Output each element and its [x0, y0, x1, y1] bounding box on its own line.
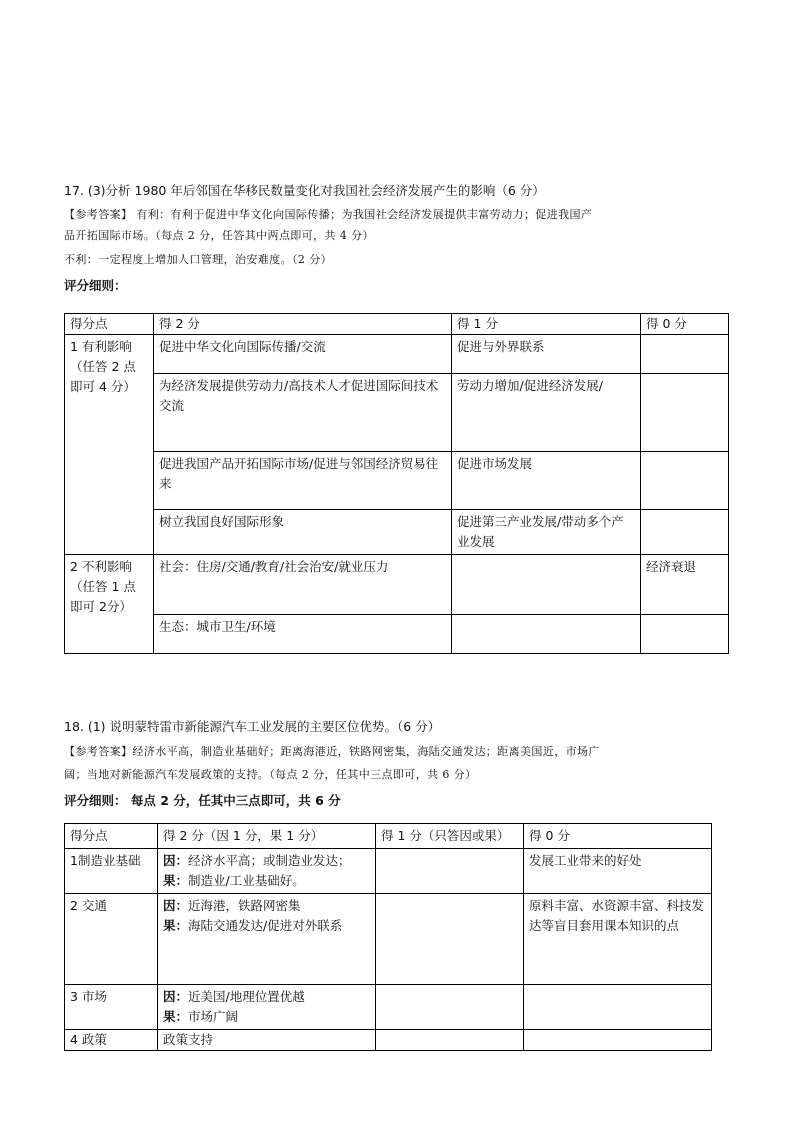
effect-line: [163, 871, 370, 891]
cause-label: 因：: [163, 989, 189, 1004]
cell-two: 促进中华文化向国际传播/交流: [154, 335, 452, 374]
table-row: [65, 985, 712, 1030]
q18-answer-line2: 阔；当地对新能源汽车发展政策的支持。（每点 2 分，任其中三点即可，共 6 分）: [64, 768, 477, 781]
cell-zero: [641, 335, 729, 374]
q17-rubric-title: 评分细则：: [64, 278, 127, 293]
cause-line: [163, 851, 370, 871]
header-cell: 得 0 分: [524, 824, 712, 849]
table-row: [65, 555, 729, 615]
cell-zero: 发展工业带来的好处: [524, 849, 712, 894]
cell-point: 2 交通: [65, 894, 158, 985]
cell-zero: [641, 615, 729, 654]
table-row: [65, 1030, 712, 1051]
header-cell: 得分点: [65, 314, 154, 335]
cell-point: 4 政策: [65, 1030, 158, 1051]
cause-text: 经济水平高；或制造业发达；: [188, 853, 351, 868]
cell-two: 树立我国良好国际形象: [154, 510, 452, 555]
cell-cause-effect: [158, 849, 376, 894]
cause-line: [163, 896, 370, 916]
table-row: [65, 894, 712, 985]
cell-cause-effect: [158, 1030, 376, 1051]
header-cell: 得 2 分（因 1 分，果 1 分）: [158, 824, 376, 849]
group2-label: 2 不利影响（任答 1 点即可 2分）: [65, 555, 154, 654]
cell-zero: [641, 452, 729, 510]
table-header-row: [65, 824, 712, 849]
effect-label: 果：: [163, 1009, 189, 1024]
q18-answer-line1: 经济水平高，制造业基础好；距离海港近，铁路网密集，海陆交通发达；距离美国近，市场广: [132, 745, 600, 758]
cell-one: [452, 615, 641, 654]
table-row: [65, 335, 729, 374]
q18-question: 18. (1) 说明蒙特雷市新能源汽车工业发展的主要区位优势。（6 分）: [64, 719, 441, 734]
table-row: [65, 374, 729, 452]
cell-one: [376, 1030, 524, 1051]
effect-label: 果：: [163, 918, 189, 933]
cell-point: 1制造业基础: [65, 849, 158, 894]
cell-zero: [641, 374, 729, 452]
q17-answer-line2: 品开拓国际市场。（每点 2 分，任答其中两点即可，共 4 分）: [64, 229, 374, 242]
cause-line: [163, 987, 370, 1007]
cell-zero: 原料丰富、水资源丰富、科技发达等盲目套用课本知识的点: [524, 894, 712, 985]
cell-two: 生态：城市卫生/环境: [154, 615, 452, 654]
effect-text: 制造业/工业基础好。: [188, 873, 305, 888]
cell-cause-effect: [158, 985, 376, 1030]
header-cell: 得 2 分: [154, 314, 452, 335]
cause-text: 近海港，铁路网密集: [188, 898, 301, 913]
header-cell: 得分点: [65, 824, 158, 849]
cell-zero: [641, 510, 729, 555]
table-row: [65, 452, 729, 510]
cell-one: [376, 894, 524, 985]
table-row: [65, 615, 729, 654]
cause-label: 因：: [163, 853, 189, 868]
cell-zero: 经济衰退: [641, 555, 729, 615]
q18-answer-label: 【参考答案】: [64, 745, 133, 758]
group1-label: 1 有利影响（任答 2 点即可 4 分）: [65, 335, 154, 555]
q18-rubric-table: [64, 823, 712, 1051]
cell-one: [376, 985, 524, 1030]
header-cell: 得 0 分: [641, 314, 729, 335]
q17-question: 17. (3)分析 1980 年后邻国在华移民数量变化对我国社会经济发展产生的影响（6 分）: [64, 183, 545, 198]
cell-two: 为经济发展提供劳动力/高技术人才促进国际间技术交流: [154, 374, 452, 452]
cell-one: [452, 555, 641, 615]
effect-text: 海陆交通发达/促进对外联系: [188, 918, 343, 933]
cell-zero: [524, 985, 712, 1030]
table-row: [65, 849, 712, 894]
header-cell: 得 1 分（只答因或果）: [376, 824, 524, 849]
q17-answer-line1: 有利：有利于促进中华文化向国际传播；为我国社会经济发展提供丰富劳动力；促进我国产: [136, 208, 593, 221]
q17-block: [64, 183, 730, 294]
effect-line: [163, 1007, 370, 1027]
cause-label: 因：: [163, 898, 189, 913]
cell-one: 促进与外界联系: [452, 335, 641, 374]
cell-one: 劳动力增加/促进经济发展/: [452, 374, 641, 452]
q18-rubric-title: 评分细则： 每点 2 分，任其中三点即可，共 6 分: [64, 793, 341, 808]
cell-two: 促进我国产品开拓国际市场/促进与邻国经济贸易往来: [154, 452, 452, 510]
cell-zero: [524, 1030, 712, 1051]
q18-answer-1: [64, 744, 730, 759]
cell-two: 社会：住房/交通/教育/社会治安/就业压力: [154, 555, 452, 615]
q18-block: [64, 719, 730, 809]
cause-text: 近美国/地理位置优越: [188, 989, 305, 1004]
q17-answer-1: [64, 207, 730, 222]
q17-answer-line3: 不利：一定程度上增加人口管理，治安难度。（2 分）: [64, 253, 332, 266]
table-header-row: [65, 314, 729, 335]
q17-answer-label: 【参考答案】: [64, 208, 133, 221]
effect-line: [163, 916, 370, 936]
effect-text: 市场广阔: [188, 1009, 239, 1024]
cell-one: 促进市场发展: [452, 452, 641, 510]
policy-text: 政策支持: [163, 1032, 214, 1047]
q17-rubric-table: [64, 313, 729, 654]
header-cell: 得 1 分: [452, 314, 641, 335]
cell-one: [376, 849, 524, 894]
cell-one: 促进第三产业发展/带动多个产业发展: [452, 510, 641, 555]
cell-point: 3 市场: [65, 985, 158, 1030]
cell-cause-effect: [158, 894, 376, 985]
effect-label: 果：: [163, 873, 189, 888]
table-row: [65, 510, 729, 555]
